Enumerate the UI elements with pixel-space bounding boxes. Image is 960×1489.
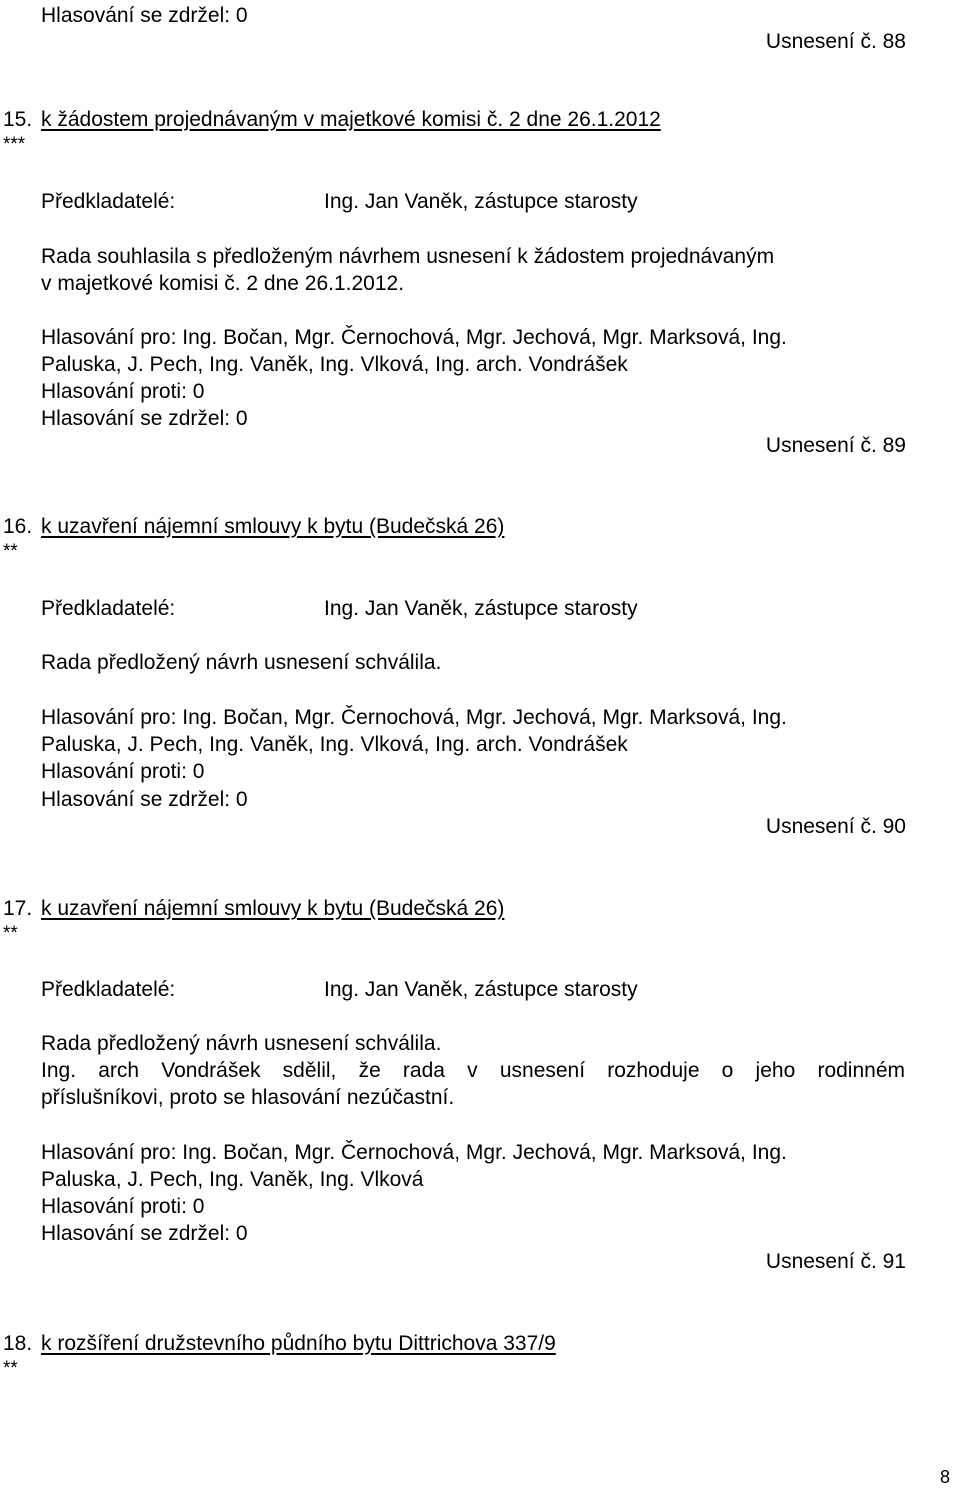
item-number: 18.: [3, 1332, 33, 1355]
presenter-label: Předkladatelé:: [41, 190, 176, 213]
page-number: 8: [939, 1467, 950, 1487]
votes-for: Paluska, J. Pech, Ing. Vaněk, Ing. Vlková, Ing. arch. Vondrášek: [41, 353, 628, 376]
abstained-line: Hlasování se zdržel: 0: [41, 1222, 248, 1245]
item-title: k uzavření nájemní smlouvy k bytu (Budečská 26): [41, 897, 505, 920]
votes-against: Hlasování proti: 0: [41, 1195, 205, 1218]
abstained-line: Hlasování se zdržel: 0: [41, 4, 248, 27]
votes-for: Hlasování pro: Ing. Bočan, Mgr. Černochová, Mgr. Jechová, Mgr. Marksová, Ing.: [41, 706, 787, 729]
resolution-number: Usnesení č. 89: [765, 434, 906, 457]
votes-for: Hlasování pro: Ing. Bočan, Mgr. Černochová, Mgr. Jechová, Mgr. Marksová, Ing.: [41, 1141, 787, 1164]
votes-for: Hlasování pro: Ing. Bočan, Mgr. Černochová, Mgr. Jechová, Mgr. Marksová, Ing.: [41, 326, 787, 349]
presenter-label: Předkladatelé:: [41, 597, 176, 620]
votes-against: Hlasování proti: 0: [41, 380, 205, 403]
item-title: k uzavření nájemní smlouvy k bytu (Budečská 26): [41, 515, 505, 538]
presenter-name: Ing. Jan Vaněk, zástupce starosty: [324, 978, 638, 1001]
item-title: k žádostem projednávaným v majetkové komisi č. 2 dne 26.1.2012: [41, 108, 661, 131]
note-text: příslušníkovi, proto se hlasování nezúčastní.: [41, 1086, 455, 1109]
presenter-label: Předkladatelé:: [41, 978, 176, 1001]
item-number: 15.: [3, 108, 33, 131]
item-number: 16.: [3, 515, 33, 538]
resolution-number: Usnesení č. 88: [765, 30, 906, 53]
priority-stars: **: [3, 1358, 18, 1379]
item-number: 17.: [3, 897, 33, 920]
presenter-name: Ing. Jan Vaněk, zástupce starosty: [324, 597, 638, 620]
decision-text: v majetkové komisi č. 2 dne 26.1.2012.: [41, 272, 405, 295]
priority-stars: **: [3, 923, 18, 944]
decision-text: Rada předložený návrh usnesení schválila.: [41, 651, 442, 674]
abstained-line: Hlasování se zdržel: 0: [41, 407, 248, 430]
resolution-number: Usnesení č. 91: [765, 1250, 906, 1273]
decision-text: Rada předložený návrh usnesení schválila.: [41, 1032, 442, 1055]
votes-for: Paluska, J. Pech, Ing. Vaněk, Ing. Vlková, Ing. arch. Vondrášek: [41, 733, 628, 756]
votes-for: Paluska, J. Pech, Ing. Vaněk, Ing. Vlková: [41, 1168, 424, 1191]
votes-against: Hlasování proti: 0: [41, 760, 205, 783]
presenter-name: Ing. Jan Vaněk, zástupce starosty: [324, 190, 638, 213]
note-text: Ing. arch Vondrášek sdělil, že rada v usnesení rozhoduje o jeho rodinném: [41, 1059, 905, 1082]
resolution-number: Usnesení č. 90: [765, 815, 906, 838]
item-title: k rozšíření družstevního půdního bytu Dittrichova 337/9: [41, 1332, 556, 1355]
decision-text: Rada souhlasila s předloženým návrhem usnesení k žádostem projednávaným: [41, 245, 775, 268]
priority-stars: **: [3, 541, 18, 562]
abstained-line: Hlasování se zdržel: 0: [41, 788, 248, 811]
priority-stars: ***: [3, 134, 26, 155]
